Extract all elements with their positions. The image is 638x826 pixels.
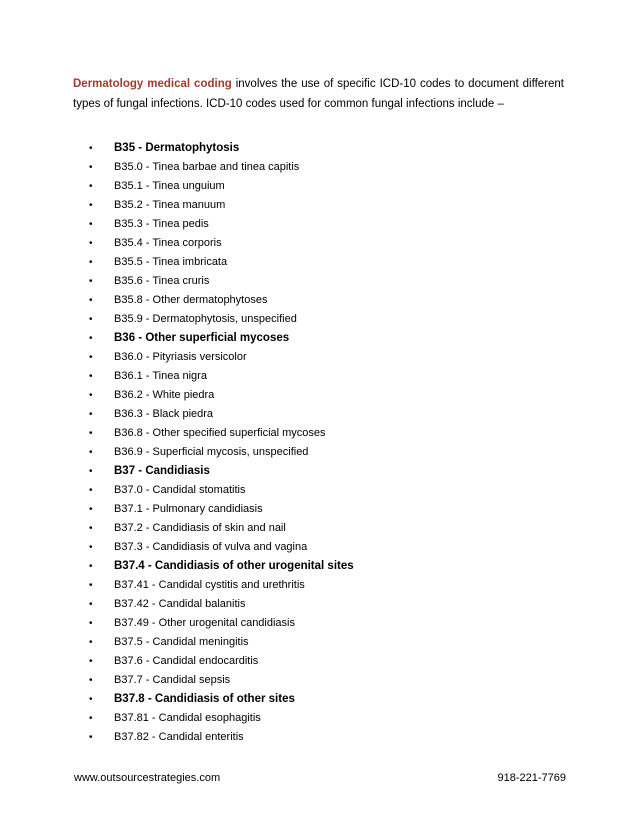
- code-label: B37.3 - Candidiasis of vulva and vagina: [114, 541, 308, 553]
- bullet-icon: •: [89, 466, 93, 477]
- code-label: B36.1 - Tinea nigra: [114, 370, 207, 382]
- bullet-icon: •: [89, 143, 93, 154]
- code-label: B36.2 - White piedra: [114, 389, 215, 401]
- code-label: B37.82 - Candidal enteritis: [114, 731, 244, 743]
- bullet-icon: •: [89, 618, 93, 629]
- bullet-icon: •: [89, 390, 93, 401]
- code-label: B35.9 - Dermatophytosis, unspecified: [114, 313, 297, 325]
- bullet-icon: •: [89, 219, 93, 230]
- code-label: B35.5 - Tinea imbricata: [114, 256, 228, 268]
- bullet-icon: •: [89, 523, 93, 534]
- bullet-icon: •: [89, 580, 93, 591]
- list-item-category: [0, 557, 638, 576]
- list-item: [0, 405, 638, 424]
- code-label: B35.3 - Tinea pedis: [114, 218, 209, 230]
- code-label: B36.3 - Black piedra: [114, 408, 214, 420]
- bullet-icon: •: [89, 656, 93, 667]
- list-item-category: [0, 690, 638, 709]
- code-label: B35.6 - Tinea cruris: [114, 275, 210, 287]
- bullet-icon: •: [89, 542, 93, 553]
- bullet-icon: •: [89, 732, 93, 743]
- bullet-icon: •: [89, 257, 93, 268]
- list-item: [0, 158, 638, 177]
- bullet-icon: •: [89, 485, 93, 496]
- code-label: B37.5 - Candidal meningitis: [114, 636, 249, 648]
- bullet-icon: •: [89, 352, 93, 363]
- code-label: B35.4 - Tinea corporis: [114, 237, 222, 249]
- bullet-icon: •: [89, 200, 93, 211]
- intro-paragraph: [73, 74, 564, 114]
- list-item-category: [0, 139, 638, 158]
- list-item: [0, 481, 638, 500]
- list-item: [0, 576, 638, 595]
- list-item: [0, 500, 638, 519]
- footer-phone: 918-221-7769: [497, 772, 566, 784]
- code-label: B36.0 - Pityriasis versicolor: [114, 351, 247, 363]
- code-label: B36.8 - Other specified superficial mycoses: [114, 427, 326, 439]
- icd-code-list: [0, 139, 638, 747]
- bullet-icon: •: [89, 561, 93, 572]
- code-label: B35.1 - Tinea unguium: [114, 180, 225, 192]
- list-item: [0, 519, 638, 538]
- bullet-icon: •: [89, 238, 93, 249]
- bullet-icon: •: [89, 675, 93, 686]
- list-item-category: [0, 462, 638, 481]
- list-item: [0, 728, 638, 747]
- code-label: B37.6 - Candidal endocarditis: [114, 655, 259, 667]
- bullet-icon: •: [89, 181, 93, 192]
- intro-lead-phrase: Dermatology medical coding: [73, 78, 232, 90]
- list-item: [0, 177, 638, 196]
- code-label: B37 - Candidiasis: [114, 465, 210, 477]
- code-label: B37.2 - Candidiasis of skin and nail: [114, 522, 286, 534]
- bullet-icon: •: [89, 447, 93, 458]
- bullet-icon: •: [89, 637, 93, 648]
- list-item: [0, 291, 638, 310]
- list-item: [0, 367, 638, 386]
- list-item: [0, 253, 638, 272]
- code-label: B37.42 - Candidal balanitis: [114, 598, 246, 610]
- bullet-icon: •: [89, 409, 93, 420]
- code-label: B37.0 - Candidal stomatitis: [114, 484, 246, 496]
- list-item: [0, 234, 638, 253]
- list-item: [0, 196, 638, 215]
- code-label: B37.8 - Candidiasis of other sites: [114, 693, 295, 705]
- bullet-icon: •: [89, 599, 93, 610]
- bullet-icon: •: [89, 333, 93, 344]
- bullet-icon: •: [89, 713, 93, 724]
- list-item: [0, 424, 638, 443]
- bullet-icon: •: [89, 428, 93, 439]
- code-label: B37.1 - Pulmonary candidiasis: [114, 503, 263, 515]
- code-label: B37.7 - Candidal sepsis: [114, 674, 231, 686]
- bullet-icon: •: [89, 694, 93, 705]
- list-item-category: [0, 329, 638, 348]
- code-label: B36.9 - Superficial mycosis, unspecified: [114, 446, 309, 458]
- code-label: B37.81 - Candidal esophagitis: [114, 712, 261, 724]
- code-label: B35.2 - Tinea manuum: [114, 199, 226, 211]
- bullet-icon: •: [89, 295, 93, 306]
- list-item: [0, 386, 638, 405]
- code-label: B37.4 - Candidiasis of other urogenital sites: [114, 560, 354, 572]
- code-label: B37.41 - Candidal cystitis and urethritis: [114, 579, 305, 591]
- list-item: [0, 310, 638, 329]
- bullet-icon: •: [89, 371, 93, 382]
- code-label: B35.0 - Tinea barbae and tinea capitis: [114, 161, 300, 173]
- list-item: [0, 652, 638, 671]
- list-item: [0, 633, 638, 652]
- code-label: B35.8 - Other dermatophytoses: [114, 294, 268, 306]
- code-label: B35 - Dermatophytosis: [114, 142, 240, 154]
- bullet-icon: •: [89, 314, 93, 325]
- code-label: B37.49 - Other urogenital candidiasis: [114, 617, 295, 629]
- list-item: [0, 709, 638, 728]
- list-item: [0, 272, 638, 291]
- list-item: [0, 443, 638, 462]
- bullet-icon: •: [89, 276, 93, 287]
- list-item: [0, 215, 638, 234]
- list-item: [0, 595, 638, 614]
- list-item: [0, 671, 638, 690]
- footer-website: www.outsourcestrategies.com: [74, 772, 221, 784]
- list-item: [0, 538, 638, 557]
- bullet-icon: •: [89, 504, 93, 515]
- list-item: [0, 614, 638, 633]
- intro-body-text: involves the use of specific ICD-10 codes to document different types of fungal infections. ICD-10 codes used for common fungal infections include –: [73, 78, 564, 110]
- bullet-icon: •: [89, 162, 93, 173]
- list-item: [0, 348, 638, 367]
- code-label: B36 - Other superficial mycoses: [114, 332, 290, 344]
